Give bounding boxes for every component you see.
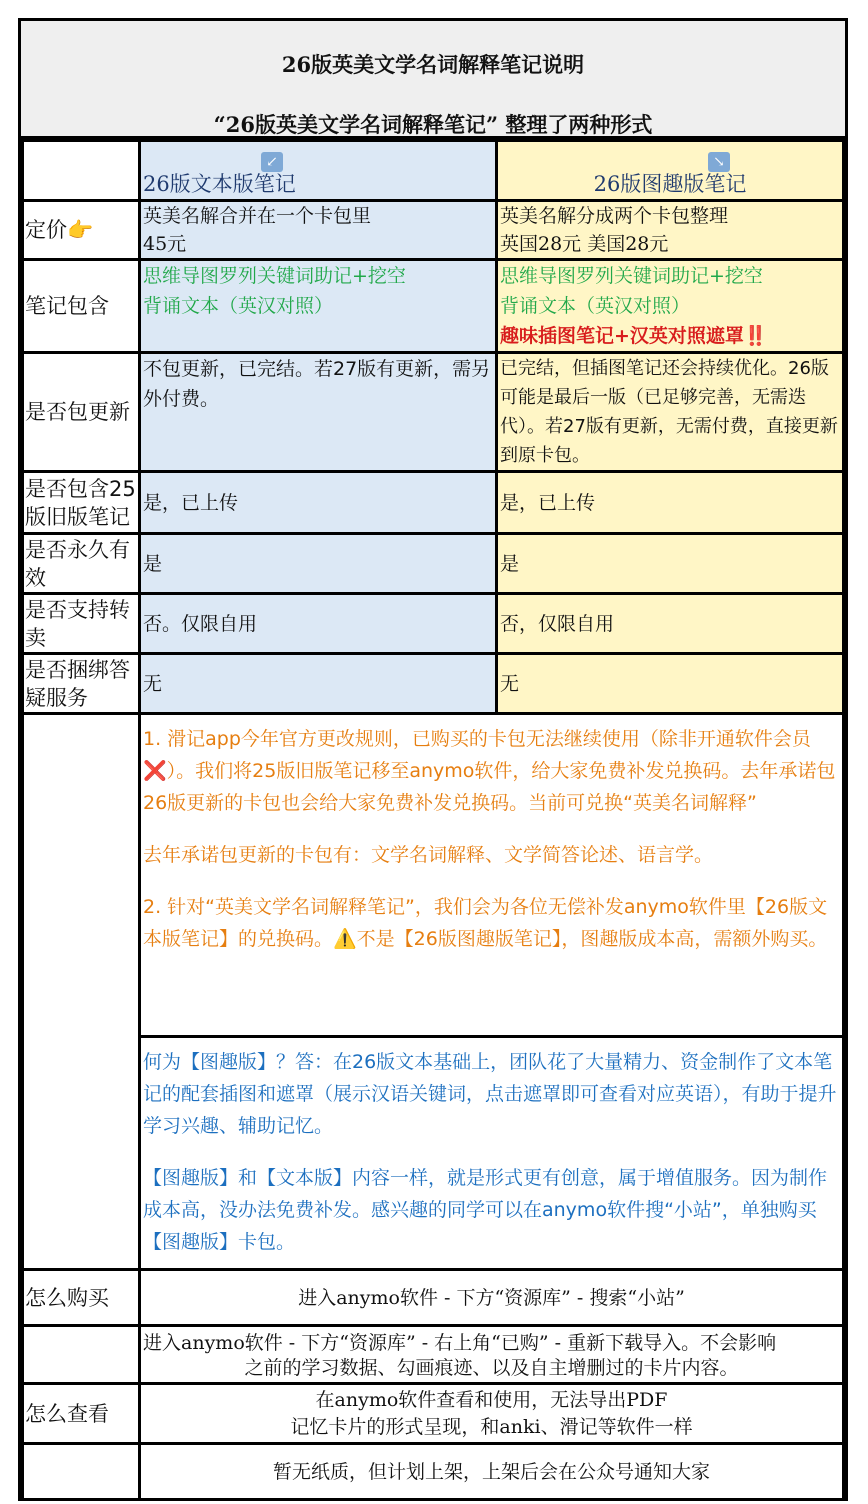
- permanent-label: 是否永久有效: [23, 534, 140, 594]
- note-paragraph-3: 2. 针对“英美文学名词解释笔记”，我们会为各位无偿补发anymo软件里【26版文本版笔记】的兑换码。⚠️不是【26版图趣版笔记】，图趣版成本高，需额外购买。: [143, 896, 828, 950]
- price-label: 定价👉: [23, 201, 140, 260]
- contents-illustrated-version: [497, 260, 844, 353]
- view-line1: 在anymo软件查看和使用，无法导出PDF: [315, 1388, 668, 1411]
- illustrated-version-header: [497, 141, 844, 201]
- price-right-line1: 英美名解分成两个卡包整理: [500, 205, 729, 227]
- contents-left-line1: 思维导图罗列关键词助记+挖空: [143, 265, 406, 287]
- notes-sheet: [18, 18, 848, 1501]
- buy-text: 进入anymo软件 - 下方“资源库” - 搜索“小站”: [140, 1270, 844, 1326]
- contents-right-line1: 思维导图罗列关键词助记+挖空: [500, 265, 763, 287]
- buy-label: 怎么购买: [23, 1270, 140, 1326]
- view-label: 怎么查看: [23, 1384, 140, 1444]
- update-row: [23, 1326, 844, 1384]
- empty-header-cell: [23, 141, 140, 201]
- notes-label: 25版笔记购买用户的补发说明：: [23, 714, 140, 1270]
- updates-row: [23, 353, 844, 472]
- old25-label: 是否包含25版旧版笔记: [23, 472, 140, 534]
- view-row: [23, 1384, 844, 1444]
- contents-right-line2: 背诵文本（英汉对照）: [500, 295, 691, 317]
- update-text: [140, 1326, 844, 1384]
- contents-left-line2: 背诵文本（英汉对照）: [143, 295, 334, 317]
- price-left-line1: 英美名解合并在一个卡包里: [143, 205, 372, 227]
- paper-label: 有无纸质: [23, 1444, 140, 1500]
- paper-row: [23, 1444, 844, 1500]
- notes-orange-cell: [140, 714, 844, 1037]
- contents-right-line3: 趣味插图笔记+汉英对照遮罩‼️: [500, 325, 768, 347]
- price-illustrated-version: [497, 201, 844, 260]
- qa-text-version: 无: [140, 654, 497, 714]
- buy-row: [23, 1270, 844, 1326]
- old25-row: [23, 472, 844, 534]
- old25-text-version: 是，已上传: [140, 472, 497, 534]
- resale-label: 是否支持转卖: [23, 594, 140, 654]
- price-text-version: [140, 201, 497, 260]
- permanent-row: [23, 534, 844, 594]
- notes-blue-cell: [140, 1037, 844, 1270]
- qa-illustrated-version: 无: [497, 654, 844, 714]
- contents-text-version: [140, 260, 497, 353]
- arrow-down-left-icon: ↙: [261, 152, 283, 172]
- updates-label: 是否包更新: [23, 353, 140, 472]
- price-right-line2: 英国28元 美国28元: [500, 233, 669, 255]
- paper-text: 暂无纸质，但计划上架，上架后会在公众号通知大家: [140, 1444, 844, 1500]
- qa-label: 是否捆绑答疑服务: [23, 654, 140, 714]
- resale-illustrated-version: 否，仅限自用: [497, 594, 844, 654]
- illustrated-version-title: 26版图趣版笔记: [593, 171, 747, 196]
- text-version-title: 26版文本版笔记: [143, 171, 296, 196]
- resale-text-version: 否。仅限自用: [140, 594, 497, 654]
- view-line2: 记忆卡片的形式呈现，和anki、滑记等软件一样: [290, 1415, 693, 1438]
- column-header-row: [23, 141, 844, 201]
- price-row: [23, 201, 844, 260]
- notes-row-orange: [23, 714, 844, 1037]
- page-subtitle: “26版英美文学名词解释笔记” 整理了两种形式: [213, 112, 653, 137]
- comparison-table: [21, 139, 845, 1501]
- update-line2: 之前的学习数据、勾画痕迹、以及自主增删过的卡片内容。: [244, 1357, 739, 1379]
- resale-row: [23, 594, 844, 654]
- contents-label: 笔记包含: [23, 260, 140, 353]
- note-paragraph-5: 【图趣版】和【文本版】内容一样，就是形式更有创意，属于增值服务。因为制作成本高，没办法免费补发。感兴趣的同学可以在anymo软件搜“小站”，单独购买【图趣版】卡包。: [143, 1167, 828, 1253]
- notes-row-blue: [23, 1037, 844, 1270]
- permanent-text-version: 是: [140, 534, 497, 594]
- old25-illustrated-version: 是，已上传: [497, 472, 844, 534]
- text-version-header: [140, 141, 497, 201]
- qa-row: [23, 654, 844, 714]
- permanent-illustrated-version: 是: [497, 534, 844, 594]
- note-paragraph-2: 去年承诺包更新的卡包有：文学名词解释、文学简答论述、语言学。: [143, 844, 714, 866]
- contents-row: [23, 260, 844, 353]
- page-title: 26版英美文学名词解释笔记说明: [281, 52, 585, 77]
- updates-illustrated-version: 已完结，但插图笔记还会持续优化。26版可能是最后一版（已足够完善，无需迭代）。若27版有更新，无需付费，直接更新到原卡包。: [497, 353, 844, 472]
- price-left-line2: 45元: [143, 233, 187, 255]
- note-paragraph-1: 1. 滑记app今年官方更改规则，已购买的卡包无法继续使用（除非开通软件会员❌）。我们将25版旧版笔记移至anymo软件，给大家免费补发兑换码。去年承诺包26版更新的卡包也会给大家免费补发兑换码。当前可兑换“英美名词解释”: [143, 728, 836, 814]
- update-label: 如何更新: [23, 1326, 140, 1384]
- note-paragraph-4: 何为【图趣版】？答：在26版文本基础上，团队花了大量精力、资金制作了文本笔记的配套插图和遮罩（展示汉语关键词，点击遮罩即可查看对应英语），有助于提升学习兴趣、辅助记忆。: [143, 1051, 837, 1137]
- view-text: [140, 1384, 844, 1444]
- sheet-header: [21, 18, 845, 139]
- update-line1: 进入anymo软件 - 下方“资源库” - 右上角“已购” - 重新下载导入。不会影响: [143, 1332, 777, 1354]
- updates-text-version: 不包更新，已完结。若27版有更新，需另外付费。: [140, 353, 497, 472]
- arrow-down-right-icon: ↘: [708, 152, 730, 172]
